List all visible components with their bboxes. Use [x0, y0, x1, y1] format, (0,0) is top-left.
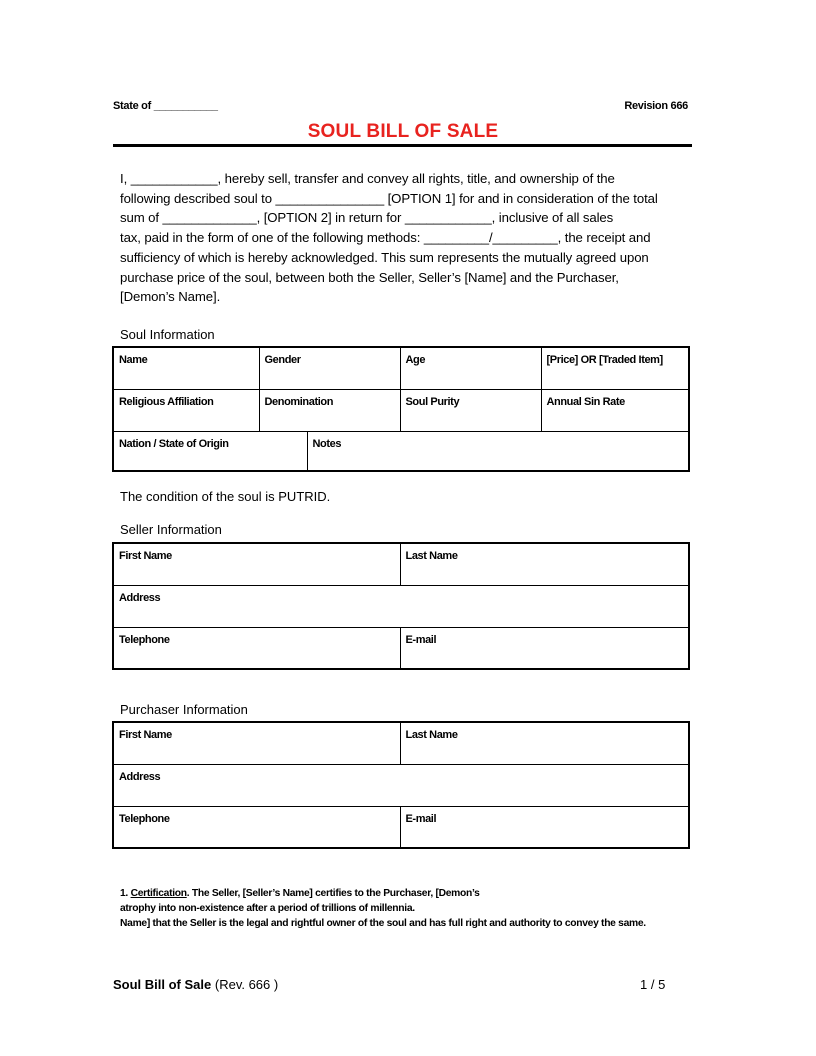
clause-text: . The Seller, [Seller’s Name] certifies to the Purchaser, [Demon’s [186, 888, 480, 899]
soul-sin-rate-cell[interactable]: Annual Sin Rate [541, 389, 689, 431]
soul-purity-cell[interactable]: Soul Purity [400, 389, 541, 431]
purchaser-info-table [112, 721, 690, 849]
purchaser-last-name-cell[interactable]: Last Name [400, 722, 689, 764]
certification-line: atrophy into non-existence after a period of trillions of millennia. [120, 903, 415, 914]
seller-first-name-cell[interactable]: First Name [113, 543, 400, 585]
certification-line: Name] that the Seller is the legal and rightful owner of the soul and has full right and authority to convey the same. [120, 918, 646, 929]
footer-doc-name [113, 977, 278, 992]
document-title: SOUL BILL OF SALE [307, 121, 499, 142]
soul-age-cell[interactable]: Age [400, 347, 541, 389]
clause-number: 1. [120, 888, 128, 899]
intro-paragraph [120, 169, 695, 307]
soul-info-table [112, 346, 690, 472]
page-number: 1 / 5 [640, 977, 666, 992]
soul-name-cell[interactable]: Name [113, 347, 259, 389]
seller-address-cell[interactable]: Address [113, 585, 689, 627]
soul-price-cell[interactable]: [Price] OR [Traded Item] [541, 347, 689, 389]
seller-info-title: Seller Information [120, 522, 222, 537]
soul-gender-cell[interactable]: Gender [259, 347, 400, 389]
soul-notes-cell[interactable]: Notes [307, 431, 689, 471]
soul-condition-text: The condition of the soul is PUTRID. [120, 489, 331, 504]
intro-line: [Demon’s Name]. [120, 289, 221, 305]
footer-title: Soul Bill of Sale [113, 977, 212, 992]
state-field-label: State of ___________ [113, 100, 218, 112]
purchaser-email-cell[interactable]: E-mail [400, 806, 689, 848]
title-divider [113, 144, 692, 147]
certification-clause [120, 886, 720, 931]
purchaser-first-name-cell[interactable]: First Name [113, 722, 400, 764]
purchaser-telephone-cell[interactable]: Telephone [113, 806, 400, 848]
intro-line: I, ____________, hereby sell, transfer and convey all rights, title, and ownership of the [120, 171, 615, 186]
seller-telephone-cell[interactable]: Telephone [113, 627, 400, 669]
seller-last-name-cell[interactable]: Last Name [400, 543, 689, 585]
seller-email-cell[interactable]: E-mail [400, 627, 689, 669]
certification-line [120, 886, 720, 901]
soul-info-title: Soul Information [120, 327, 215, 342]
soul-origin-cell[interactable]: Nation / State of Origin [113, 431, 307, 471]
soul-denomination-cell[interactable]: Denomination [259, 389, 400, 431]
intro-line: sufficiency of which is hereby acknowledged. This sum represents the mutually agreed upon [120, 249, 649, 265]
intro-line: purchase price of the soul, between both the Seller, Seller’s [Name] and the Purchaser, [120, 269, 619, 285]
soul-religion-cell[interactable]: Religious Affiliation [113, 389, 259, 431]
intro-line: sum of _____________, [OPTION 2] in return for ____________, inclusive of all sales [120, 210, 614, 226]
purchaser-info-title: Purchaser Information [120, 702, 248, 717]
purchaser-address-cell[interactable]: Address [113, 764, 689, 806]
footer-revision: (Rev. 666 ) [214, 977, 279, 992]
revision-label: Revision 666 [624, 100, 688, 112]
intro-line: following described soul to _______________ [OPTION 1] for and in consideration of the total [120, 190, 658, 206]
seller-info-table [112, 542, 690, 670]
intro-line: tax, paid in the form of one of the following methods: _________/_________, the receipt and [120, 230, 651, 246]
clause-heading: Certification [130, 888, 187, 899]
